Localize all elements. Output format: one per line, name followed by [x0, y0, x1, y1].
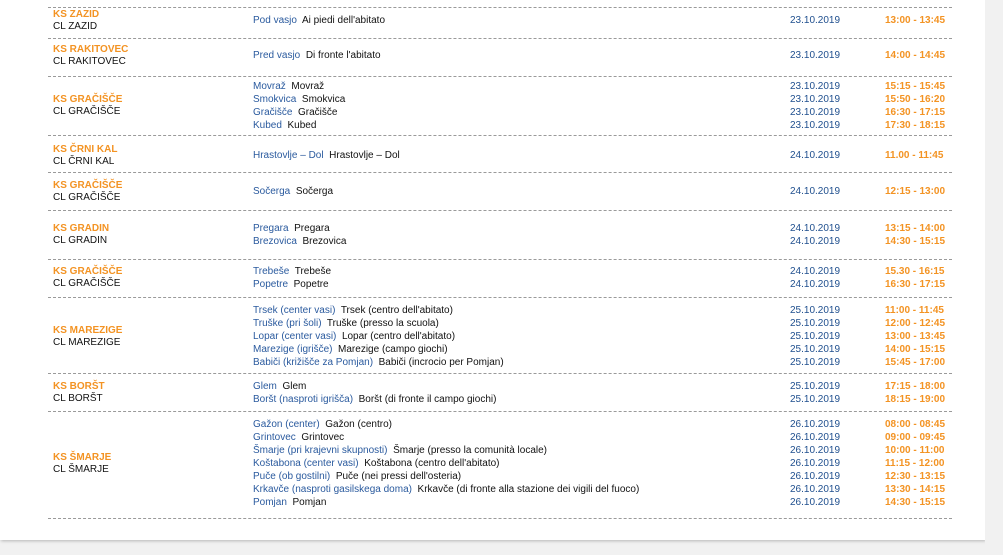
date: 25.10.2019	[790, 318, 841, 329]
location-slovene-text: Smokvica	[253, 94, 297, 105]
location-italian: Popetre	[293, 279, 329, 290]
date: 25.10.2019	[790, 305, 841, 316]
location-italian: Truške (presso la scuola)	[326, 318, 439, 329]
location-italian: Gračišče	[298, 107, 338, 118]
date: 23.10.2019	[790, 15, 841, 26]
date: 23.10.2019	[790, 94, 841, 105]
date: 25.10.2019	[790, 357, 841, 368]
schedule-row	[48, 14, 952, 27]
cl-name: CL GRADIN	[53, 235, 108, 246]
location-italian: Pregara	[294, 223, 330, 234]
location-italian: Hrastovlje – Dol	[329, 150, 400, 161]
location-italian: Trebeše	[294, 266, 332, 277]
cl-name: CL GRAČIŠČE	[53, 278, 121, 289]
location-slovene-text: Pred vasjo	[253, 50, 301, 61]
date: 24.10.2019	[790, 236, 841, 247]
location-slovene-text: Brezovica	[253, 236, 297, 247]
location-italian: Gažon (centro)	[325, 419, 392, 430]
time-range: 13:00 - 13:45	[885, 15, 946, 26]
time-range: 18:15 - 19:00	[885, 394, 946, 405]
schedule-row	[48, 80, 952, 93]
location-italian: Puče (nei pressi dell'osteria)	[335, 471, 462, 482]
date: 25.10.2019	[790, 331, 841, 342]
schedule-row	[48, 106, 952, 119]
location-slovene	[253, 317, 439, 330]
location-italian: Pomjan	[292, 497, 327, 508]
schedule-row	[48, 444, 952, 457]
time-range: 11:00 - 11:45	[885, 305, 944, 316]
schedule-row	[48, 93, 952, 106]
location-slovene	[253, 49, 381, 62]
schedule-row	[48, 278, 952, 291]
schedule-row	[48, 149, 952, 162]
location-italian: Lopar (centro dell'abitato)	[341, 331, 456, 342]
location-slovene	[253, 418, 392, 431]
location-italian: Šmarje (presso la comunità locale)	[393, 445, 548, 456]
cl-name: CL BORŠT	[53, 393, 103, 404]
ks-name: KS ČRNI KAL	[53, 143, 118, 155]
location-slovene	[253, 106, 337, 119]
date: 23.10.2019	[790, 50, 841, 61]
schedule-group	[48, 7, 952, 39]
schedule-row	[48, 418, 952, 431]
location-slovene-text: Grintovec	[253, 432, 296, 443]
time-range: 15:45 - 17:00	[885, 357, 946, 368]
location-slovene	[253, 330, 455, 343]
cl-name: CL GRAČIŠČE	[53, 191, 121, 203]
schedule-row	[48, 330, 952, 343]
ks-name: KS MAREZIGE	[53, 324, 123, 336]
schedule-row	[48, 483, 952, 496]
date: 26.10.2019	[790, 432, 841, 443]
date: 23.10.2019	[790, 81, 841, 92]
time-range: 13:15 - 14:00	[885, 223, 946, 234]
location-slovene-text: Sočerga	[253, 186, 291, 197]
location-slovene-text: Lopar (center vasi)	[253, 331, 337, 342]
location-italian: Grintovec	[301, 432, 345, 443]
schedule-group	[48, 77, 952, 136]
schedule-row	[48, 317, 952, 330]
location-slovene	[253, 93, 345, 106]
location-slovene-text: Šmarje (pri krajevni skupnosti)	[253, 445, 388, 456]
location-slovene-text: Pod vasjo	[253, 15, 297, 26]
location-slovene-text: Popetre	[253, 279, 289, 290]
time-range: 14:00 - 15:15	[885, 344, 946, 355]
time-range: 16:30 - 17:15	[885, 279, 946, 290]
time-range: 12:30 - 13:15	[885, 471, 946, 482]
time-range: 15:15 - 15:45	[885, 81, 946, 92]
date: 24.10.2019	[790, 150, 841, 161]
location-slovene-text: Trsek (center vasi)	[253, 305, 336, 316]
schedule-row	[48, 265, 952, 278]
date: 25.10.2019	[790, 381, 841, 392]
location-slovene	[253, 265, 331, 278]
location-italian: Glem	[282, 381, 307, 392]
location-slovene	[253, 431, 344, 444]
schedule-group	[48, 298, 952, 374]
location-slovene	[253, 149, 400, 162]
location-slovene	[253, 304, 453, 317]
ks-name: KS RAKITOVEC	[53, 43, 129, 55]
schedule-group	[48, 173, 952, 211]
location-italian: Movraž	[291, 81, 325, 92]
date: 24.10.2019	[790, 279, 841, 290]
location-slovene	[253, 14, 385, 27]
time-range: 17:30 - 18:15	[885, 120, 946, 131]
location-slovene-text: Gažon (center)	[253, 419, 320, 430]
location-italian: Di fronte l'abitato	[305, 50, 381, 61]
date: 26.10.2019	[790, 458, 841, 469]
location-slovene	[253, 496, 326, 509]
viewer-background	[985, 0, 1003, 555]
cl-name: CL MAREZIGE	[53, 336, 121, 348]
cl-name: CL ČRNI KAL	[53, 155, 115, 167]
location-slovene-text: Pomjan	[253, 497, 287, 508]
schedule-group	[48, 374, 952, 412]
schedule-group	[48, 211, 952, 260]
time-range: 12:15 - 13:00	[885, 186, 946, 197]
location-italian: Boršt (di fronte il campo giochi)	[358, 394, 497, 405]
location-slovene-text: Puče (ob gostilni)	[253, 471, 331, 482]
date: 24.10.2019	[790, 186, 841, 197]
location-italian: Koštabona (centro dell'abitato)	[364, 458, 500, 469]
location-slovene	[253, 278, 329, 291]
location-slovene-text: Koštabona (center vasi)	[253, 458, 359, 469]
location-slovene	[253, 393, 496, 406]
date: 25.10.2019	[790, 394, 841, 405]
schedule-group	[48, 412, 952, 519]
location-slovene	[253, 343, 448, 356]
schedule-row	[48, 119, 952, 132]
location-italian: Smokvica	[301, 94, 346, 105]
location-slovene-text: Pregara	[253, 223, 289, 234]
ks-name: KS GRADIN	[53, 223, 110, 234]
time-range: 13:00 - 13:45	[885, 331, 946, 342]
date: 26.10.2019	[790, 419, 841, 430]
location-slovene-text: Marezige (igrišče)	[253, 344, 333, 355]
location-italian: Sočerga	[295, 186, 334, 197]
location-slovene	[253, 444, 547, 457]
location-slovene	[253, 80, 324, 93]
time-range: 15.30 - 16:15	[885, 266, 945, 277]
cl-name: CL RAKITOVEC	[53, 55, 126, 67]
location-italian: Babiči (incrocio per Pomjan)	[378, 357, 504, 368]
location-slovene	[253, 457, 500, 470]
location-italian: Brezovica	[302, 236, 347, 247]
time-range: 16:30 - 17:15	[885, 107, 946, 118]
schedule-row	[48, 235, 952, 248]
location-italian: Trsek (centro dell'abitato)	[340, 305, 453, 316]
location-slovene	[253, 119, 316, 132]
time-range: 09:00 - 09:45	[885, 432, 946, 443]
schedule-row	[48, 431, 952, 444]
date: 24.10.2019	[790, 266, 841, 277]
time-range: 17:15 - 18:00	[885, 381, 946, 392]
location-slovene-text: Babiči (križišče za Pomjan)	[253, 357, 374, 368]
date: 23.10.2019	[790, 120, 841, 131]
location-slovene	[253, 380, 306, 393]
time-range: 15:50 - 16:20	[885, 94, 946, 105]
location-italian: Kubed	[287, 120, 317, 131]
schedule-row	[48, 496, 952, 509]
location-slovene-text: Trebeše	[253, 266, 290, 277]
location-slovene	[253, 356, 504, 369]
location-slovene	[253, 222, 330, 235]
time-range: 11.00 - 11:45	[885, 150, 944, 161]
time-range: 08:00 - 08:45	[885, 419, 946, 430]
schedule-row	[48, 356, 952, 369]
date: 25.10.2019	[790, 344, 841, 355]
ks-name: KS BORŠT	[53, 381, 105, 392]
schedule-row	[48, 457, 952, 470]
location-slovene	[253, 235, 346, 248]
location-slovene-text: Movraž	[253, 81, 286, 92]
time-range: 14:30 - 15:15	[885, 236, 946, 247]
time-range: 11:15 - 12:00	[885, 458, 945, 469]
time-range: 14:30 - 15:15	[885, 497, 946, 508]
cl-name: CL ŠMARJE	[53, 463, 109, 475]
schedule-row	[48, 304, 952, 317]
cl-name: CL ZAZID	[53, 20, 98, 32]
location-italian: Marezige (campo giochi)	[338, 344, 448, 355]
date: 26.10.2019	[790, 445, 841, 456]
schedule-row	[48, 380, 952, 393]
date: 24.10.2019	[790, 223, 841, 234]
location-slovene-text: Krkavče (nasproti gasilskega doma)	[253, 484, 412, 495]
time-range: 13:30 - 14:15	[885, 484, 946, 495]
schedule-row	[48, 393, 952, 406]
schedule-row	[48, 470, 952, 483]
date: 26.10.2019	[790, 484, 841, 495]
location-slovene-text: Kubed	[253, 120, 282, 131]
schedule-group	[48, 38, 952, 77]
location-slovene	[253, 185, 333, 198]
location-slovene-text: Hrastovlje – Dol	[253, 150, 324, 161]
schedule-row	[48, 185, 952, 198]
time-range: 14:00 - 14:45	[885, 50, 946, 61]
date: 26.10.2019	[790, 471, 841, 482]
location-slovene-text: Boršt (nasproti igrišča)	[253, 394, 354, 405]
schedule-row	[48, 222, 952, 235]
time-range: 10:00 - 11:00	[885, 445, 945, 456]
time-range: 12:00 - 12:45	[885, 318, 946, 329]
ks-name: KS GRAČIŠČE	[53, 266, 123, 277]
cl-name: CL GRAČIŠČE	[53, 106, 121, 117]
ks-name: KS GRAČIŠČE	[53, 94, 123, 105]
date: 23.10.2019	[790, 107, 841, 118]
location-slovene-text: Gračišče	[253, 107, 293, 118]
location-slovene	[253, 470, 461, 483]
schedule-row	[48, 49, 952, 62]
schedule-group	[48, 136, 952, 173]
ks-name: KS GRAČIŠČE	[53, 179, 123, 191]
schedule-row	[48, 343, 952, 356]
location-slovene	[253, 483, 639, 496]
location-slovene-text: Glem	[253, 381, 277, 392]
schedule-group	[48, 260, 952, 298]
location-italian: Ai piedi dell'abitato	[301, 15, 386, 26]
location-italian: Krkavče (di fronte alla stazione dei vigili del fuoco)	[417, 484, 640, 495]
location-slovene-text: Truške (pri šoli)	[253, 318, 322, 329]
ks-name: KS ŠMARJE	[53, 451, 112, 463]
date: 26.10.2019	[790, 497, 841, 508]
ks-name: KS ZAZID	[53, 8, 100, 20]
